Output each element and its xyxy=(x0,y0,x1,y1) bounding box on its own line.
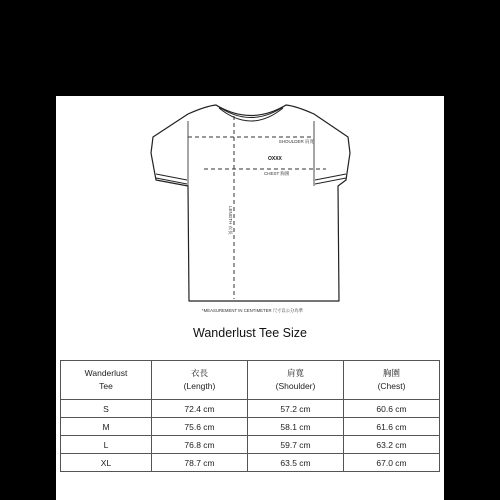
size-chart-title: Wanderlust Tee Size xyxy=(193,326,307,340)
size-cell: S xyxy=(61,400,152,418)
length-cell: 76.8 cm xyxy=(152,436,248,454)
length-cell: 78.7 cm xyxy=(152,454,248,472)
size-cell: XL xyxy=(61,454,152,472)
length-label: LENGTH 衣長 xyxy=(228,206,233,235)
logo-text: OXXX xyxy=(268,156,282,162)
table-row xyxy=(61,418,440,436)
length-cell: 72.4 cm xyxy=(152,400,248,418)
shoulder-cell: 58.1 cm xyxy=(248,418,344,436)
chest-cell: 61.6 cm xyxy=(344,418,440,436)
table-row xyxy=(61,454,440,472)
chest-cell: 63.2 cm xyxy=(344,436,440,454)
neckline xyxy=(216,105,286,121)
size-table xyxy=(60,360,440,472)
shoulder-cell: 59.7 cm xyxy=(248,436,344,454)
length-cell: 75.6 cm xyxy=(152,418,248,436)
shoulder-cell: 63.5 cm xyxy=(248,454,344,472)
tshirt-diagram xyxy=(56,96,444,321)
table-header-row xyxy=(61,361,440,400)
size-cell: L xyxy=(61,436,152,454)
size-chart-card xyxy=(56,96,444,500)
header-cell: Wanderlust Tee xyxy=(61,361,152,400)
right-cuff xyxy=(315,174,346,184)
chest-cell: 67.0 cm xyxy=(344,454,440,472)
size-cell: M xyxy=(61,418,152,436)
shoulder-cell: 57.2 cm xyxy=(248,400,344,418)
chest-label: CHEST 胸圍 xyxy=(264,171,290,176)
table-row xyxy=(61,400,440,418)
measurement-note: *MEASUREMENT IN CENTIMETER 尺寸以公分為準 xyxy=(202,308,303,313)
header-cell: 胸圍 (Chest) xyxy=(344,361,440,400)
chest-cell: 60.6 cm xyxy=(344,400,440,418)
header-cell: 肩寬 (Shoulder) xyxy=(248,361,344,400)
table-row xyxy=(61,436,440,454)
tshirt-outline xyxy=(151,105,350,301)
shoulder-label: SHOULDER 肩寬 xyxy=(278,139,314,144)
header-cell: 衣長 (Length) xyxy=(152,361,248,400)
